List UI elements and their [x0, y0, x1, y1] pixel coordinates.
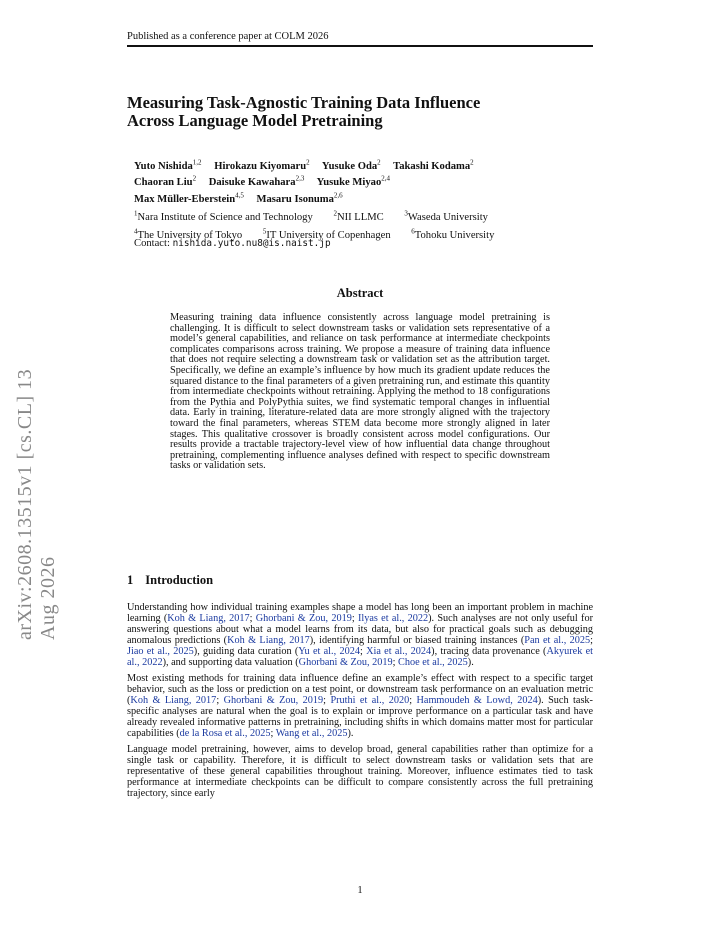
citation-link[interactable]: Pan et al., 2025 — [524, 634, 591, 646]
citation-link[interactable]: Koh & Liang, 2017 — [130, 694, 217, 706]
paragraph-text: ; — [216, 694, 224, 706]
paragraph-text: ; — [392, 656, 399, 668]
citation-link[interactable]: Ghorbani & Zou, 2019 — [298, 656, 393, 668]
paragraph-text: ), tracing data provenance ( — [431, 645, 547, 657]
author: Hirokazu Kiyomaru$^2$ — [214, 158, 310, 172]
paragraph-text: ; — [249, 612, 256, 624]
paragraph-text: ). — [347, 727, 354, 739]
citation-link[interactable]: Pruthi et al., 2020 — [330, 694, 410, 706]
intro-paragraph — [127, 674, 593, 739]
citation-link[interactable]: Ghorbani & Zou, 2019 — [255, 612, 352, 624]
paragraph-text: ; — [270, 727, 276, 739]
author: Chaoran Liu$^2$ — [134, 174, 197, 189]
citation-link[interactable]: Xia et al., 2024 — [366, 645, 432, 657]
paragraph-text: ), and supporting data valuation ( — [162, 656, 299, 668]
abstract-body: Measuring training data influence consistently across language model pretraining is challenging. It is difficult to select downstream tasks or validation sets representative of a model’s general capabilities, and reliance on task performance at intermediate checkpoints complicates comparisons across training. We propose a measure of training data influence that does not require selecting a downstream task or validation set as the attribution target. Specifically, we define an example’s influence by how much its gradient update reduces the squared distance to the final parameters of a given pretraining run, and estimate this quantity from intermediate checkpoints without retraining. Applying the method to 18 configurations from the Pythia and PolyPythia suites, we find systematic temporal changes in influential data. Early in training, literature-related data are more strongly aligned with the trajectory toward the final parameters, whereas STEM data become more strongly aligned in later stages. This qualitative crossover is broadly consistent across model configurations. Our results provide a tractable trajectory-level view of how influential data change throughout pretraining, complementing influence analyses defined with respect to specific downstream tasks or validation sets. — [170, 312, 550, 472]
running-header: Published as a conference paper at COLM 2026 — [127, 31, 329, 42]
section-number: 1 — [127, 573, 134, 587]
page-number: 1 — [357, 885, 363, 896]
citation-link[interactable]: Ilyas et al., 2022 — [357, 612, 429, 624]
citation-link[interactable]: Koh & Liang, 2017 — [167, 612, 250, 624]
contact-line — [134, 238, 331, 249]
title-line: Across Language Model Pretraining — [127, 111, 383, 130]
citation-link[interactable]: Hammoudeh & Lowd, 2024 — [416, 694, 538, 706]
paragraph-text: ; — [409, 694, 417, 706]
paragraph-text: ; — [323, 694, 331, 706]
citation-link[interactable]: Choe et al., 2025 — [398, 656, 468, 668]
paragraph-text: ; — [590, 634, 593, 646]
paragraph-text: Most existing methods for training data influence define an example’s effect with respect to a specific target behavior, such as the loss or prediction on a test point, or downstream task performance on an evaluation metric ( — [127, 673, 593, 706]
author: Yusuke Miyao$^{2,4}$ — [316, 174, 390, 189]
intro-paragraph — [127, 745, 593, 800]
contact-label: Contact: — [134, 238, 170, 249]
header-rule — [127, 45, 593, 47]
affiliation: $^5$IT University of Copenhagen — [262, 227, 391, 242]
citation-link[interactable]: Jiao et al., 2025 — [127, 645, 194, 657]
paragraph-text: ; — [359, 645, 367, 657]
paragraph-text: ). Such task-specific analyses are natural when the goal is to explain or improve performance on a particular task and have already revealed informative patterns in pretraining, including shifts in which domains matter most for particular capabilities ( — [127, 694, 593, 739]
paragraph-text: ), guiding data curation ( — [193, 645, 299, 657]
citation-link[interactable]: Koh & Liang, 2017 — [227, 634, 310, 646]
citation-link[interactable]: Yu et al., 2024 — [298, 645, 360, 657]
arxiv-stamp: arXiv:2608.13515v1 [cs.CL] 13 Aug 2026 — [14, 368, 59, 640]
abstract-heading: Abstract — [336, 286, 384, 300]
contact-email[interactable]: nishida.yuto.nu8@is.naist.jp — [172, 238, 331, 249]
citation-link[interactable]: Ghorbani & Zou, 2019 — [223, 694, 324, 706]
affiliation: $^1$Nara Institute of Science and Technology — [134, 209, 313, 223]
citation-link[interactable]: de la Rosa et al., 2025 — [179, 727, 271, 739]
author: Takashi Kodama$^2$ — [393, 158, 474, 172]
affiliation: $^6$Tohoku University — [411, 227, 495, 242]
author: Masaru Isonuma$^{2,6}$ — [256, 191, 343, 205]
paragraph-text: ), identifying harmful or biased training instances ( — [309, 634, 525, 646]
citation-link[interactable]: Akyurek et al., 2022 — [127, 645, 594, 668]
affiliation: $^2$NII LLMC — [333, 209, 384, 223]
author: Yusuke Oda$^2$ — [321, 158, 381, 172]
paragraph-text: Language model pretraining, however, aims to develop broad, general capabilities rather than optimize for a single task or capability. Therefore, it is difficult to select downstream tasks or validation sets that are representative of these general capabilities throughout training. Moreover, influence estimates tied to task performance at intermediate checkpoints can be difficult to compare consistently across the full pretraining trajectory, since early — [127, 744, 593, 799]
paragraph-text: ). Such analyses are not only useful for answering questions about what a model learns from its data, but also for practical goals such as debugging anomalous predictions ( — [127, 612, 593, 646]
author: Max Müller-Eberstein$^{4,5}$ — [134, 191, 244, 205]
title-line: Measuring Task-Agnostic Training Data Influence — [127, 93, 481, 112]
paragraph-text: ). — [467, 656, 474, 668]
paragraph-text: ; — [351, 612, 358, 624]
author: Yuto Nishida$^{1,2}$ — [134, 158, 202, 172]
paper-title — [127, 94, 597, 130]
paragraph-text: Understanding how individual training examples shape a model has long been an important problem in machine learning ( — [127, 602, 593, 624]
citation-link[interactable]: Wang et al., 2025 — [275, 727, 348, 739]
section-heading — [127, 573, 213, 588]
affiliation: $^3$Waseda University — [404, 209, 488, 223]
section-title: Introduction — [145, 573, 214, 587]
author-list — [134, 156, 604, 206]
intro-paragraph — [127, 603, 593, 668]
author: Daisuke Kawahara$^{2,3}$ — [208, 174, 305, 189]
affiliation: $^4$The University of Tokyo — [134, 227, 243, 242]
